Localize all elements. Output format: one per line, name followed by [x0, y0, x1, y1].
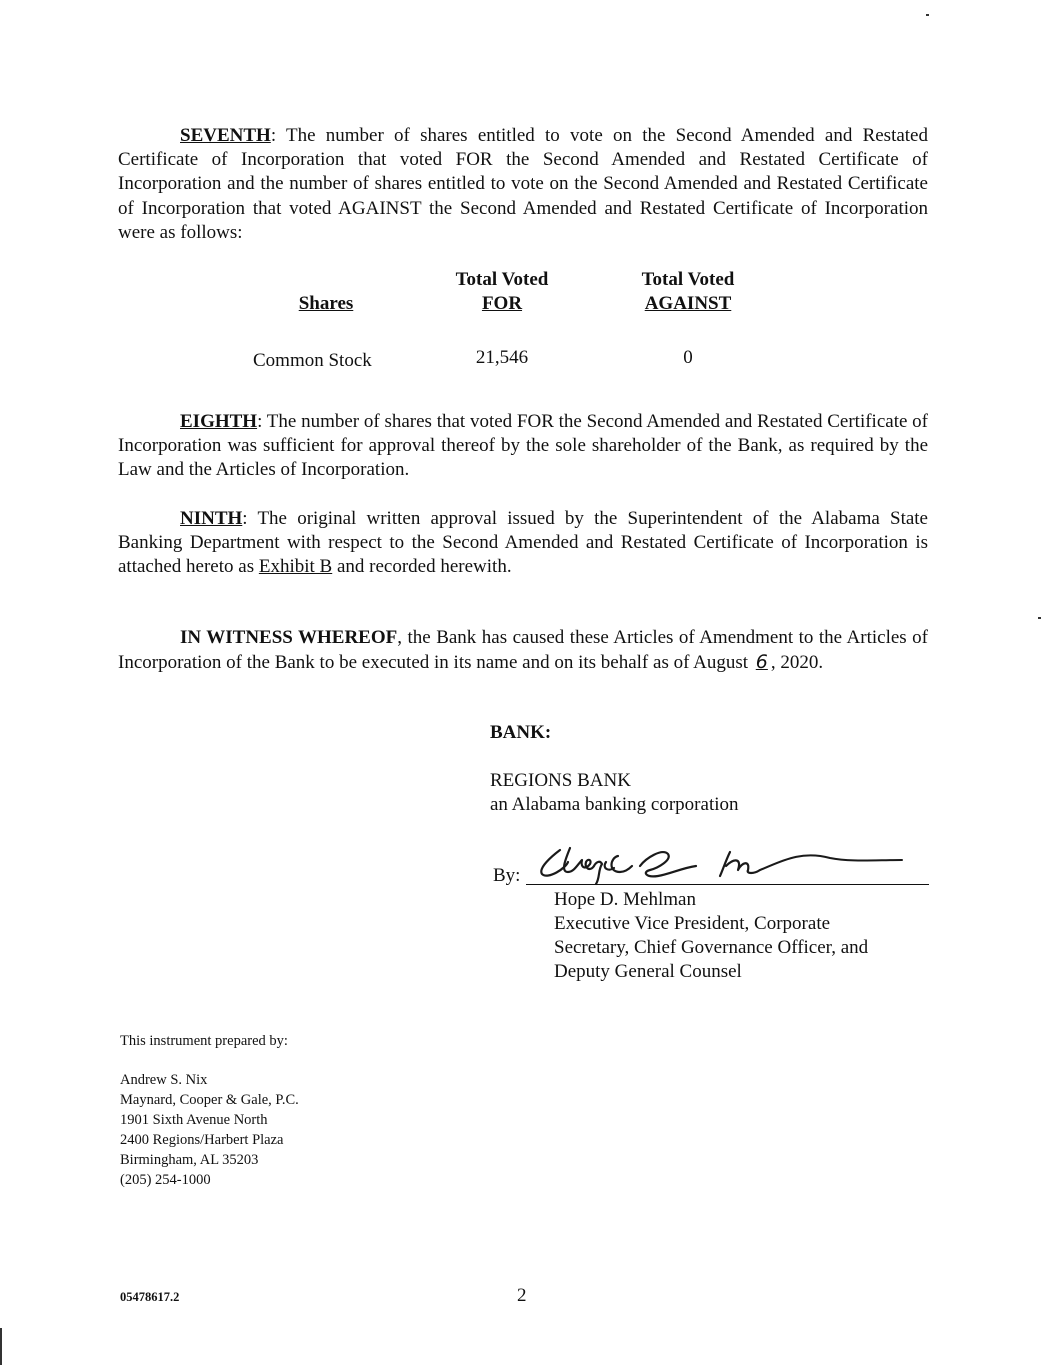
handwritten-signature — [530, 838, 910, 888]
page-number: 2 — [517, 1285, 527, 1306]
prepared-by-label: This instrument prepared by: — [120, 1033, 288, 1049]
seventh-paragraph — [118, 124, 928, 245]
document-number: 05478617.2 — [120, 1290, 180, 1304]
signer-name: Hope D. Mehlman — [554, 889, 696, 910]
signer-title-line2: Secretary, Chief Governance Officer, and — [554, 937, 869, 958]
witness-year: , 2020. — [770, 652, 824, 674]
company-description: an Alabama banking corporation — [490, 794, 739, 815]
exhibit-reference: Exhibit B — [258, 556, 333, 578]
seventh-text: : The number of shares entitled to vote on the Second Amended and Restated Certificate of Incorporation that voted FOR the Second Amended and Restated Certificate of Incorporation and the number of shares entitled to vote on the Second Amended and Restated Certificate of Incorporation that voted AGAINST the Second Amended and Restated Certificate of Incorporation were as follows: — [118, 125, 928, 243]
ninth-text-before: : The original written approval issued by the Superintendent of the Alabama State Banking Department with respect to the Second Amended and Restated Certificate of Incorporation is attached hereto as — [118, 508, 928, 578]
preparer-address1: 1901 Sixth Avenue North — [120, 1112, 268, 1128]
table-header-shares: Shares — [298, 293, 354, 314]
bank-label: BANK: — [490, 722, 552, 743]
ninth-text-after: and recorded herewith. — [332, 556, 512, 578]
ninth-heading: NINTH — [180, 508, 243, 529]
preparer-firm: Maynard, Cooper & Gale, P.C. — [120, 1092, 299, 1108]
eighth-text: : The number of shares that voted FOR the Second Amended and Restated Certificate of Incorporation was sufficient for approval thereof by the sole shareholder of the Bank, as required by the Law and the Articles of Incorporation. — [118, 411, 928, 481]
eighth-heading: EIGHTH — [180, 411, 258, 432]
scan-mark — [926, 14, 929, 16]
company-name: REGIONS BANK — [490, 770, 631, 791]
seventh-heading: SEVENTH — [180, 125, 271, 146]
table-header-against-line1: Total Voted — [641, 269, 735, 290]
scan-edge-mark — [0, 1328, 2, 1365]
table-header-for-line2: FOR — [481, 293, 523, 314]
preparer-city: Birmingham, AL 35203 — [120, 1152, 259, 1168]
table-header-for-line1: Total Voted — [455, 269, 549, 290]
signer-title-line3: Deputy General Counsel — [554, 961, 742, 982]
table-header-against-line2: AGAINST — [644, 293, 732, 314]
witness-text: , the Bank has caused these Articles of Amendment to the Articles of Incorporation of the Bank to be executed in its name and on its behalf as of August — [118, 627, 928, 674]
witness-paragraph — [118, 626, 928, 675]
preparer-address2: 2400 Regions/Harbert Plaza — [120, 1132, 284, 1148]
witness-heading: IN WITNESS WHEREOF — [180, 627, 398, 648]
preparer-name: Andrew S. Nix — [120, 1072, 208, 1088]
signature-line — [526, 884, 929, 885]
eighth-paragraph — [118, 410, 928, 483]
signer-title-line1: Executive Vice President, Corporate — [554, 913, 831, 934]
witness-day: 6 — [755, 651, 768, 674]
table-cell-against: 0 — [683, 347, 693, 368]
preparer-phone: (205) 254-1000 — [120, 1172, 211, 1188]
by-label: By: — [493, 865, 521, 886]
table-cell-for: 21,546 — [475, 347, 529, 368]
table-cell-shares: Common Stock — [253, 350, 372, 371]
ninth-paragraph — [118, 507, 928, 580]
scan-mark — [1038, 617, 1041, 619]
